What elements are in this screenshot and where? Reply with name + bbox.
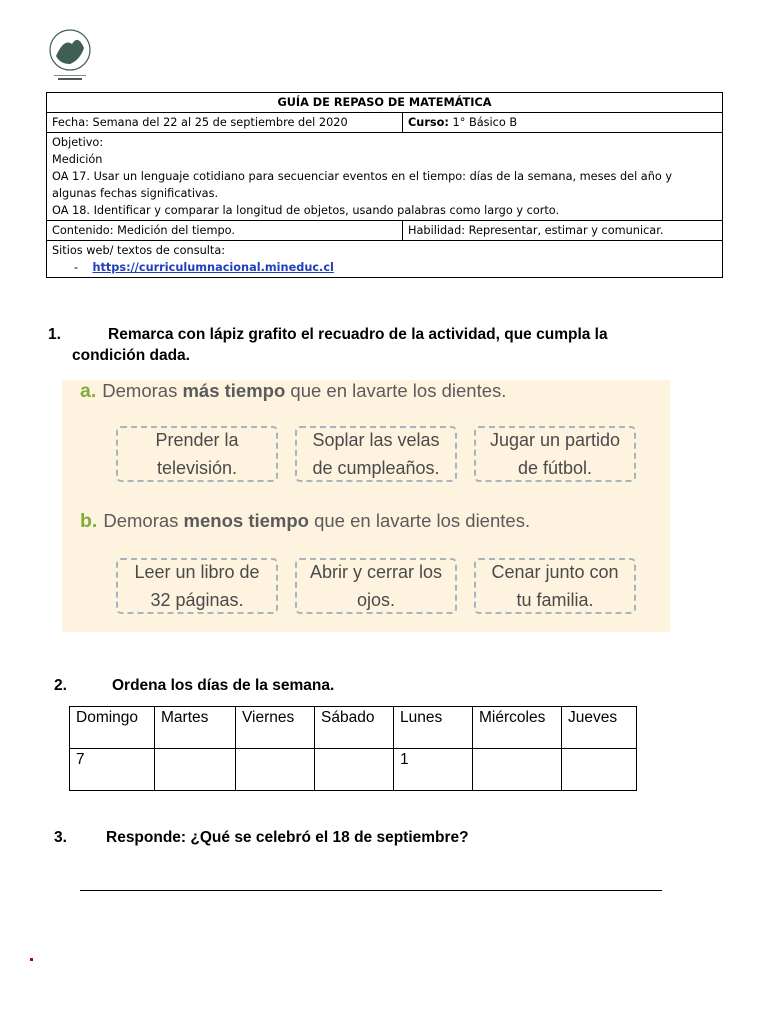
prompt-a [80, 380, 506, 403]
question-1-number: 1. [48, 326, 61, 343]
answer-cell[interactable] [315, 749, 394, 791]
day-cell: Sábado [315, 707, 394, 749]
objective-cell [47, 133, 723, 221]
activity-panel [62, 380, 670, 632]
references-label: Sitios web/ textos de consulta: [52, 244, 226, 257]
oa17-text: OA 17. Usar un lenguaje cotidiano para secuenciar eventos en el tiempo: días de la semana, meses del año y algunas fechas significativas. [52, 170, 673, 200]
school-logo [38, 26, 106, 86]
day-cell: Miércoles [473, 707, 562, 749]
question-1-text-line1: Remarca con lápiz grafito el recuadro de la actividad, que cumpla la [108, 326, 608, 343]
days-table [69, 706, 637, 791]
date-cell: Fecha: Semana del 22 al 25 de septiembre del 2020 [47, 113, 403, 133]
references-cell [47, 241, 723, 278]
answer-cell[interactable] [236, 749, 315, 791]
skill-cell: Habilidad: Representar, estimar y comunicar. [403, 221, 723, 241]
course-label: Curso: [408, 116, 449, 129]
prompt-b-letter: b. [80, 510, 98, 532]
oa18-text: OA 18. Identificar y comparar la longitud de objetos, usando palabras como largo y corto. [52, 204, 560, 217]
reference-item [52, 259, 717, 276]
day-cell: Lunes [394, 707, 473, 749]
prompt-b-post: que en lavarte los dientes. [308, 510, 531, 531]
prompt-b-strong: menos tiempo [183, 510, 309, 531]
question-2 [54, 675, 334, 696]
objective-topic: Medición [52, 153, 103, 166]
answer-cell[interactable] [473, 749, 562, 791]
content-cell: Contenido: Medición del tiempo. [47, 221, 403, 241]
question-3 [54, 827, 469, 848]
answer-cell[interactable] [562, 749, 637, 791]
day-cell: Viernes [236, 707, 315, 749]
prompt-b-pre: Demoras [103, 510, 184, 531]
option-a3-box[interactable]: Jugar un partido de fútbol. [474, 426, 636, 482]
answer-cell[interactable] [155, 749, 236, 791]
prompt-a-pre: Demoras [102, 380, 183, 401]
option-b1-box[interactable]: Leer un libro de 32 páginas. [116, 558, 278, 614]
stray-dot [30, 958, 33, 961]
option-b3-box[interactable]: Cenar junto con tu familia. [474, 558, 636, 614]
option-b2-box[interactable]: Abrir y cerrar los ojos. [295, 558, 457, 614]
answer-cell[interactable]: 1 [394, 749, 473, 791]
answer-cell[interactable]: 7 [70, 749, 155, 791]
question-3-text: Responde: ¿Qué se celebró el 18 de septiembre? [106, 829, 469, 846]
day-cell: Domingo [70, 707, 155, 749]
question-2-text: Ordena los días de la semana. [112, 677, 335, 694]
day-cell: Martes [155, 707, 236, 749]
question-1 [48, 324, 688, 366]
option-a2-box[interactable]: Soplar las velas de cumpleaños. [295, 426, 457, 482]
objective-label: Objetivo: [52, 136, 104, 149]
question-3-number: 3. [54, 829, 67, 846]
question-1-text-line2: condición dada. [72, 347, 190, 364]
prompt-a-letter: a. [80, 380, 97, 402]
answer-line[interactable] [80, 890, 662, 891]
prompt-a-post: que en lavarte los dientes. [285, 380, 507, 401]
days-answer-row [70, 749, 637, 791]
curriculum-link[interactable]: https://curriculumnacional.mineduc.cl [92, 261, 334, 274]
course-cell [403, 113, 723, 133]
question-2-number: 2. [54, 677, 67, 694]
day-cell: Jueves [562, 707, 637, 749]
header-table [46, 92, 723, 278]
prompt-b [80, 510, 530, 533]
course-value: 1° Básico B [448, 116, 518, 129]
option-a1-box[interactable]: Prender la televisión. [116, 426, 278, 482]
days-header-row [70, 707, 637, 749]
bullet-dash: - [74, 261, 79, 274]
guide-title: GUÍA DE REPASO DE MATEMÁTICA [47, 93, 723, 113]
prompt-a-strong: más tiempo [182, 380, 286, 401]
